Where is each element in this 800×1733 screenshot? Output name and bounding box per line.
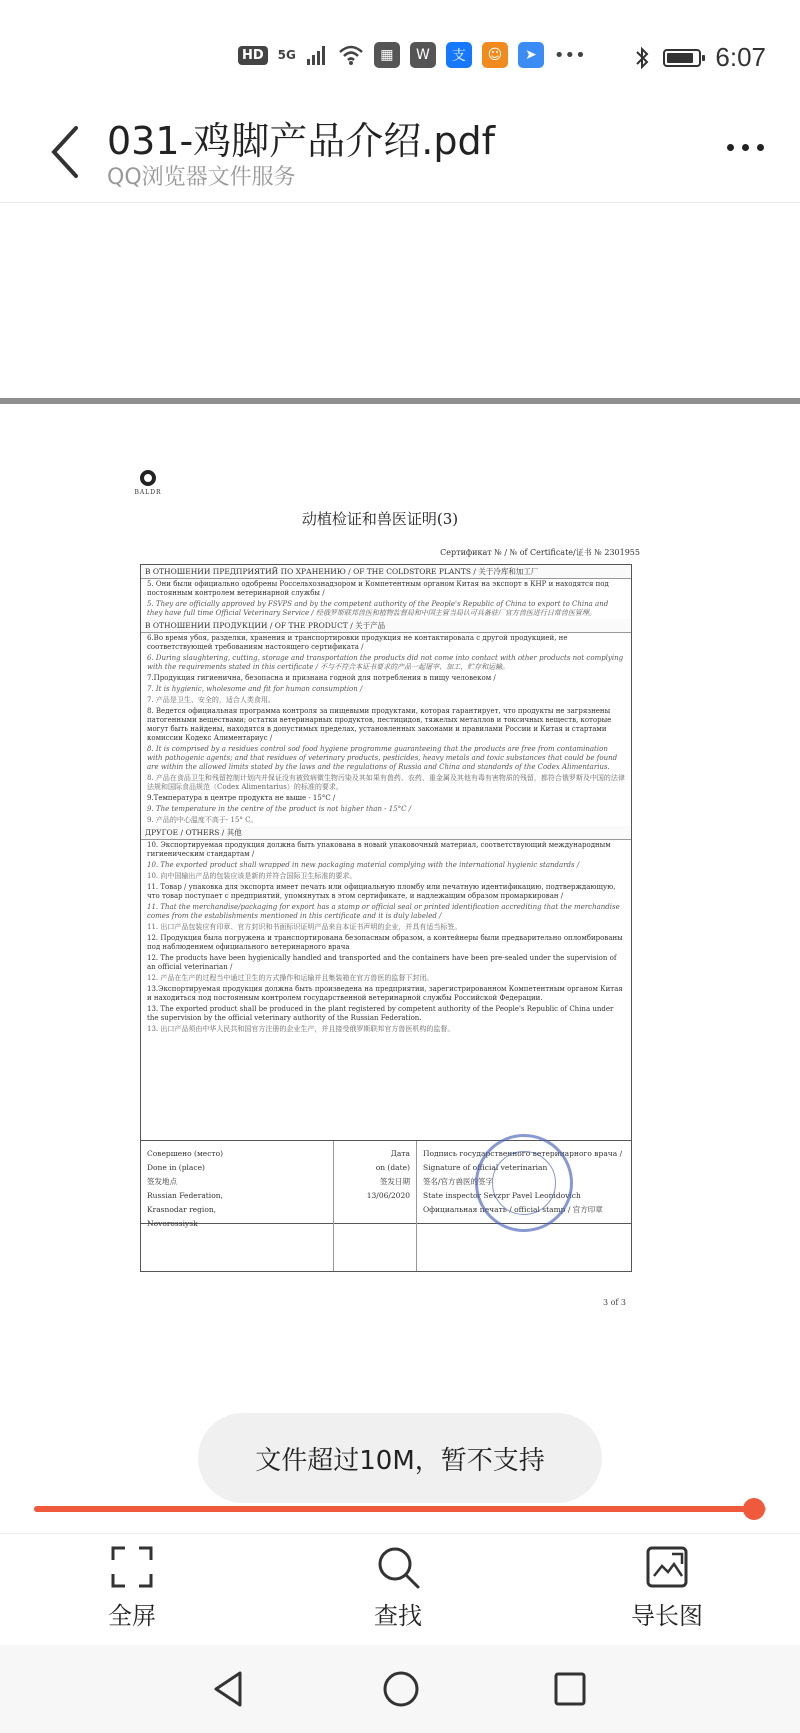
signature-line: Подпись государственного ветеринарного врача / — [423, 1149, 623, 1158]
page-divider — [0, 398, 800, 404]
wps-icon: W — [410, 42, 436, 68]
bluetooth-icon — [635, 46, 649, 70]
export-long-image-button[interactable]: 导长图 — [607, 1544, 727, 1631]
more-options-icon[interactable] — [727, 144, 764, 151]
nav-recents-icon[interactable] — [552, 1669, 588, 1709]
fullscreen-button[interactable]: 全屏 — [72, 1544, 192, 1631]
certificate-paragraph: 9. 产品的中心温度不高于- 15° C。 — [147, 816, 258, 824]
wifi-icon — [338, 44, 364, 66]
calendar-icon: ▦ — [374, 42, 400, 68]
clock: 6:07 — [715, 42, 766, 72]
signature-line: Novorossiysk — [147, 1219, 198, 1228]
certificate-paragraph: 11. Товар / упаковка для экспорта имеет печать или официальную пломбу или печатную идентификацию, подтверждающую, что товар поступает с предприятий, упомянутых в этом сертификате, и надлежащим образом промаркирован / — [147, 883, 616, 900]
certificate-section-header: В ОТНОШЕНИИ ПРОДУКЦИИ / OF THE PRODUCT / 关于产品 — [141, 619, 631, 633]
reading-progress-bar[interactable] — [34, 1506, 766, 1512]
certificate-paragraph: 10. Экспортируемая продукция должна быть упакована в новый упаковочный материал, соответствующий международным гигиеническим стандартам / — [147, 841, 611, 858]
certificate-paragraph: 10. The exported product shall wrapped in new packaging material complying with the international hygienic standards / — [147, 861, 580, 869]
export-long-image-icon — [644, 1544, 690, 1590]
certificate-paragraph: 6. During slaughtering, cutting, storage and transportation the products did not come into contact with other products not complying with the requirements stated in this certificate / 不与不符合本证书要求的产品一起屠宰、加工、贮存和运输。 — [147, 654, 624, 671]
more-dots-icon: ••• — [553, 44, 586, 66]
certificate-section-header: В ОТНОШЕНИИ ПРЕДПРИЯТИЙ ПО ХРАНЕНИЮ / OF THE COLDSTORE PLANTS / 关于冷库和加工厂 — [141, 565, 631, 579]
place-column — [141, 1141, 334, 1271]
signature-line: Совершено (место) — [147, 1149, 224, 1158]
certificate-paragraph: 10. 向中国输出产品的包装应该是新的并符合国际卫生标准的要求。 — [147, 872, 357, 880]
battery-icon — [663, 49, 701, 67]
alipay-icon: 支 — [446, 42, 472, 68]
nav-home-icon[interactable] — [381, 1669, 421, 1709]
progress-thumb[interactable] — [743, 1498, 765, 1520]
certificate-paragraph: 6.Во время убоя, разделки, хранения и транспортировки продукция не контактировала с другой продукцией, не соответствующей требованиям настоящего сертификата / — [147, 634, 568, 651]
certificate-paragraph: 13. The exported product shall be produced in the plant registered by competent authority of the People's Republic of China under the supervision by the official veterinary authority of the Russian Federation. — [147, 1005, 614, 1022]
document-title: 动植检证和兽医证明(3) — [301, 510, 459, 528]
certificate-paragraph: 9.Температура в центре продукта не выше - 15°C / — [147, 794, 336, 802]
signature-line: Krasnodar region, — [147, 1205, 217, 1214]
certificate-paragraph: 5. Они были официально одобрены Россельхознадзором и Компетентным органом Китая на экспорт в КНР и находятся под постоянным контролем ветеринарной службы / — [147, 580, 609, 597]
system-nav-bar — [0, 1645, 800, 1733]
bottom-toolbar — [0, 1533, 800, 1646]
certificate-paragraph: 11. That the merchandise/packaging for export has a stamp or official seal or printed identification accrediting that the merchandise comes from the establishments mentioned in this certificate and it is duly labeled / — [147, 903, 620, 920]
signature-line: Russian Federation, — [147, 1191, 223, 1200]
certificate-paragraph: 7. It is hygienic, wholesome and fit for human consumption / — [147, 685, 363, 693]
progress-fill — [34, 1506, 755, 1512]
certificate-paragraph: 12. 产品在生产的过程当中通过卫生的方式操作和运输并且集装箱在官方兽医的监督下封闭。 — [147, 974, 434, 982]
file-title: 031-鸡脚产品介绍.pdf — [107, 119, 495, 163]
game-app-icon: ☺ — [482, 42, 508, 68]
search-icon — [375, 1544, 421, 1590]
certificate-paragraph: 8. 产品在食品卫生和残留控制计划内并保证没有被致病微生物污染及其如果有兽药、农药、重金属及其他有毒有害物质的残留，都符合俄罗斯及中国的法律法规和国际食品规范（Codex Alimentarius）的标准的要求。 — [147, 774, 625, 791]
signature-line: State inspector Sevzpr Pavel Leonidovich — [423, 1191, 581, 1200]
certificate-paragraph: 12. The products have been hygienically handled and transported and the containers have been pre-sealed under the supervision of an official veterinarian / — [147, 954, 617, 971]
certificate-paragraph: 11. 出口产品包装应有印章、官方封识和书面标识证明产品来自本证书声明的企业，并具有适当标签。 — [147, 923, 462, 931]
toast-message: 文件超过10M，暂不支持 — [198, 1413, 602, 1503]
status-bar-right — [635, 42, 766, 73]
paper-plane-icon: ➤ — [518, 42, 544, 68]
page-number: 3 of 3 — [602, 1298, 626, 1307]
certificate-paragraph: 7. 产品是卫生、安全的，适合人类食用。 — [147, 696, 275, 704]
certificate-paragraph: 5. They are officially approved by FSVPS and by the competent authority of the People's Republic of China to export to China and they have full time Official Veterinary Service / 经俄罗斯联邦兽医和植物监督局和中国主管当局认可具备驻厂官方兽医进行日常兽医管理。 — [147, 600, 609, 617]
network-type: 5G — [277, 48, 296, 62]
signature-line: on (date) — [375, 1163, 410, 1172]
signature-line: Done in (place) — [147, 1163, 205, 1172]
signature-line: 签名/官方兽医的签字 — [423, 1177, 494, 1186]
certificate-number: Сертификат № / № of Certificate/证书 № 2301955 — [440, 548, 640, 557]
certificate-paragraph: 7.Продукция гигиенична, безопасна и признана годной для потребления в пищу человеком / — [147, 674, 496, 682]
signature-line: 签发地点 — [147, 1177, 177, 1186]
certificate-paragraph: 12. Продукция была погружена и транспортирована безопасным образом, а контейнеры были предварительно опломбированы под наблюдением официального ветеринарного врача — [147, 934, 623, 951]
signature-line: 签发日期 — [380, 1177, 410, 1186]
app-header — [0, 100, 800, 203]
certificate-paragraph: 13. 出口产品须由中华人民共和国官方注册的企业生产，并且接受俄罗斯联邦官方兽医机构的监督。 — [147, 1025, 455, 1033]
signature-line: 13/06/2020 — [366, 1191, 410, 1200]
search-button[interactable]: 查找 — [338, 1544, 458, 1631]
hd-badge: HD — [238, 46, 268, 65]
fullscreen-icon — [109, 1544, 155, 1590]
certificate-body — [140, 564, 632, 1224]
status-bar — [0, 0, 800, 100]
pdf-page — [110, 452, 650, 1307]
nav-back-icon[interactable] — [210, 1669, 246, 1709]
signature-line: Signature of official veterinarian — [423, 1163, 548, 1172]
certificate-paragraph: 9. The temperature in the centre of the product is not higher than - 15°C / — [147, 805, 412, 813]
certificate-paragraph: 13.Экспортируемая продукция должна быть произведена на предприятии, зарегистрированном Компетентным органом Китая и находиться под постоянным контролем государственной ветеринарной службы Российской Федерации. — [147, 985, 623, 1002]
date-column — [334, 1141, 417, 1271]
signature-line: Официальная печать / official stamp / 官方印章 — [423, 1205, 603, 1214]
file-service-label: QQ浏览器文件服务 — [107, 165, 296, 190]
certificate-paragraph: 8. It is comprised by a residues control sod food hygiene programme guaranteeing that the products are free from contamination with pathogenic agents; and that residues of veterinary products, pesticides, heavy metals and toxic substances that could be found are within the allowed limits stated by the laws and the regulations of Russia and China and standards of the Codex Alimentarius. — [147, 745, 618, 771]
signal-icon — [306, 44, 328, 66]
signature-line: Дата — [390, 1149, 410, 1158]
official-stamp — [475, 1134, 573, 1232]
certificate-section-header: ДРУГОЕ / OTHERS / 其他 — [141, 826, 631, 840]
company-logo: BALDR — [130, 470, 166, 496]
back-arrow-icon[interactable] — [46, 122, 86, 182]
certificate-paragraph: 8. Ведется официальная программа контроля за пищевыми продуктами, которая гарантирует, что продукты не загрязнены патогенными веществами; остатки ветеринарных продуктов, пестицидов, тяжелых металлов и токсичных веществ, которые могут быть найдены, находятся в допустимых пределах, установленных законами и правилами России и Китая и стартами комиссии Кодекс Алиментариус / — [147, 707, 612, 742]
status-bar-left — [238, 42, 586, 68]
